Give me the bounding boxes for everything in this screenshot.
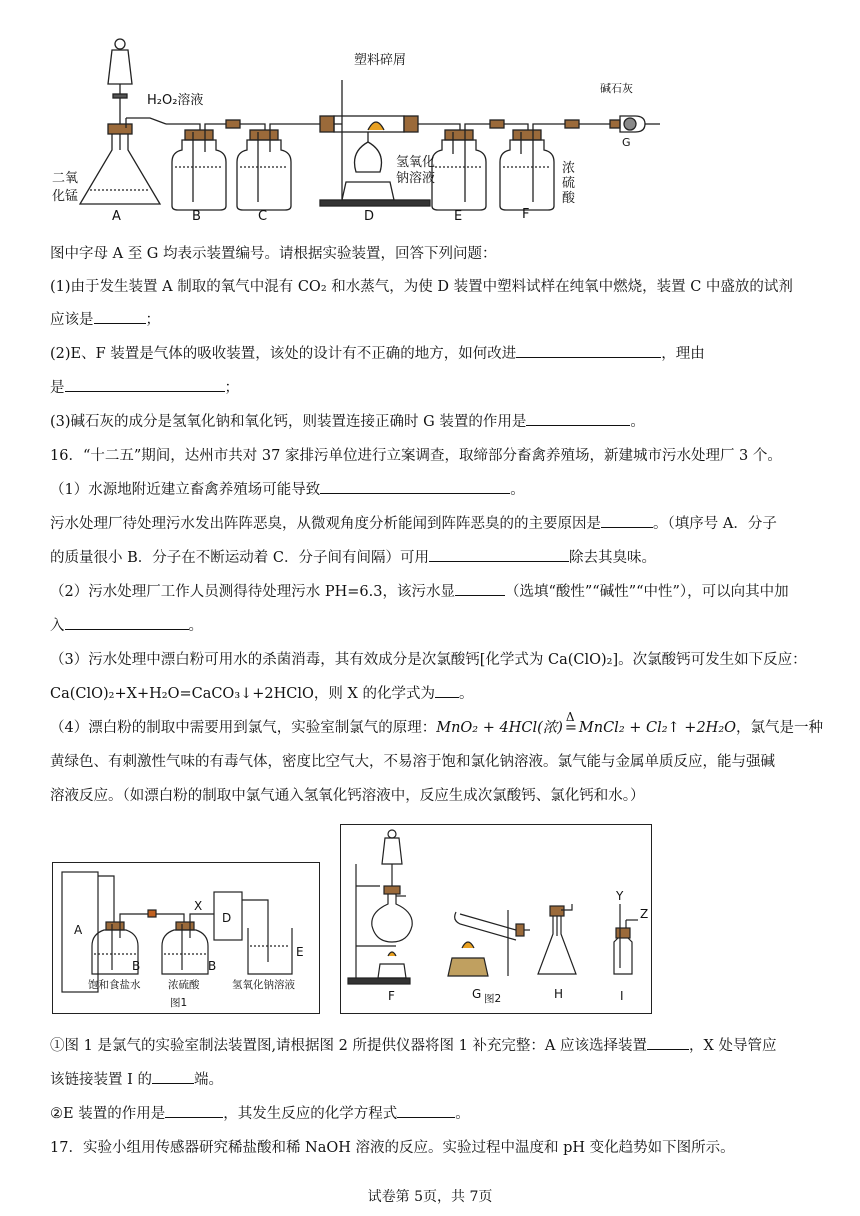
- answer-blank[interactable]: [455, 581, 505, 596]
- text: （4）漂白粉的制取中需要用到氯气，实验室制氯气的原理：: [50, 720, 437, 736]
- text: ，X 处导管应: [689, 1038, 777, 1054]
- label-D: D: [364, 209, 375, 224]
- text: (3)碱石灰的成分是氢氧化钠和氧化钙，则装置连接正确时 G 装置的作用是: [50, 414, 527, 430]
- text: 。: [630, 414, 645, 430]
- text: 应该是: [50, 312, 94, 328]
- fig1-label-B1: B: [132, 959, 141, 973]
- q16-sub1-line2: [50, 1068, 223, 1089]
- equation: [436, 710, 737, 736]
- delta-symbol: Δ: [565, 710, 575, 724]
- q16-sub1-line1: [50, 1034, 776, 1055]
- label-C: C: [258, 209, 268, 224]
- label-mno2-a: 二氧: [52, 171, 79, 186]
- q15-part2-line1: [50, 342, 705, 363]
- figure-1: [52, 862, 320, 1014]
- answer-blank[interactable]: [429, 547, 569, 562]
- fig2-label-I: I: [620, 989, 624, 1003]
- text: ，氯气是一种: [736, 720, 824, 736]
- q16-part2-line1: [50, 580, 789, 601]
- q16-part4-line3: 溶液反应。（如漂白粉的制取中氯气通入氢氧化钙溶液中，反应生成次氯酸钙、氯化钙和水。）: [50, 788, 645, 804]
- fig2-label-F: F: [388, 989, 395, 1003]
- label-plastic: 塑料碎屑: [354, 53, 407, 68]
- fig2-label-G: G: [472, 987, 482, 1001]
- fig1-label-A: A: [74, 923, 83, 937]
- text: ②E 装置的作用是: [50, 1106, 166, 1122]
- fig2-label-Y: Y: [616, 889, 624, 903]
- text: 污水处理厂待处理污水发出阵阵恶臭，从微观角度分析能闻到阵阵恶臭的的主要原因是: [50, 516, 601, 532]
- text: （1）水源地附近建立畜禽养殖场可能导致: [50, 482, 321, 498]
- answer-blank[interactable]: [601, 513, 653, 528]
- equation-right: MnCl₂ + Cl₂↑ +2H₂O: [578, 720, 737, 736]
- answer-blank[interactable]: [647, 1035, 689, 1050]
- q16-sub2: [50, 1102, 470, 1123]
- text: ，其发生反应的化学方程式: [223, 1106, 398, 1122]
- fig1-caption: 图1: [170, 997, 188, 1009]
- answer-blank[interactable]: [65, 615, 189, 630]
- equation-left: MnO₂ + 4HCl(浓): [436, 720, 563, 736]
- answer-blank[interactable]: [65, 377, 225, 392]
- q16-part3-line2: [50, 682, 473, 703]
- text: ①图 1 是氯气的实验室制法装置图,请根据图 2 所提供仪器将图 1 补充完整：A 应该选择装置: [50, 1038, 648, 1054]
- q15-intro: 图中字母 A 至 G 均表示装置编号。请根据实验装置，回答下列问题：: [50, 246, 497, 262]
- label-h2so4-b: 硫: [562, 176, 576, 191]
- text: 。（填序号 A．分子: [653, 516, 777, 532]
- answer-blank[interactable]: [320, 479, 510, 494]
- fig1-naoh-solution: 氢氧化钠溶液: [232, 979, 295, 991]
- answer-blank[interactable]: [526, 411, 630, 426]
- q16-heading: 16．“十二五”期间，达州市共对 37 家排污单位进行立案调查，取缔部分畜禽养殖场，新建城市污水处理厂 3 个。: [50, 448, 782, 464]
- q16-part1-line1: [50, 478, 525, 499]
- q15-part2-line2: [50, 376, 239, 397]
- apparatus-diagram-1: [50, 32, 670, 226]
- fig1-label-E: E: [296, 945, 304, 959]
- q16-part4-line1: [50, 710, 824, 737]
- q15-part1-line1: (1)由于发生装置 A 制取的氧气中混有 CO₂ 和水蒸气，为使 D 装置中塑料试样在纯氧中燃烧，装置 C 中盛放的试剂: [50, 279, 793, 295]
- text: (2)E、F 装置是气体的吸收装置，该处的设计有不正确的地方，如何改进: [50, 346, 517, 362]
- fig2-caption: 图2: [484, 993, 502, 1005]
- q15-part1-line2: [50, 308, 160, 329]
- label-E: E: [454, 209, 463, 224]
- label-mno2-b: 化锰: [52, 189, 79, 204]
- text: 除去其臭味。: [568, 550, 656, 566]
- q16-part1-line2: [50, 512, 777, 533]
- label-h2o2: H₂O₂溶液: [147, 93, 204, 108]
- fig1-label-D: D: [222, 911, 232, 925]
- answer-blank[interactable]: [516, 343, 661, 358]
- text: 端。: [193, 1072, 223, 1088]
- text: 。: [458, 686, 474, 702]
- q15-part3: [50, 410, 645, 431]
- q16-part3-line1: （3）污水处理中漂白粉可用水的杀菌消毒，其有效成分是次氯酸钙[化学式为 Ca(ClO)₂]。次氯酸钙可发生如下反应：: [50, 652, 807, 668]
- answer-blank[interactable]: [165, 1103, 223, 1118]
- text: （选填“酸性”“碱性”“中性”），可以向其中加: [504, 584, 789, 600]
- label-G: G: [622, 136, 631, 149]
- page-footer: 试卷第 5页，共 7页: [367, 1189, 493, 1205]
- text: 是: [50, 380, 65, 396]
- label-B: B: [192, 209, 201, 224]
- text: 。: [510, 482, 525, 498]
- fig2-label-H: H: [554, 987, 564, 1001]
- q16-part2-line2: [50, 614, 203, 635]
- fig1-label-X: X: [194, 899, 203, 913]
- label-naoh-a: 氢氧化: [396, 155, 436, 170]
- fig1-label-B2: B: [208, 959, 217, 973]
- fig2-label-Z: Z: [640, 907, 649, 921]
- q17-text: 17．实验小组用传感器研究稀盐酸和稀 NaOH 溶液的反应。实验过程中温度和 pH 变化趋势如下图所示。: [50, 1140, 735, 1156]
- answer-blank[interactable]: [397, 1103, 455, 1118]
- text: 的质量很小 B．分子在不断运动着 C．分子间有间隔）可用: [50, 550, 429, 566]
- label-A: A: [112, 209, 121, 224]
- answer-blank[interactable]: [94, 309, 146, 324]
- fig1-saturated-brine: 饱和食盐水: [88, 979, 141, 991]
- text: 入: [50, 618, 65, 634]
- q16-part1-line3: [50, 546, 656, 567]
- text: ；: [145, 312, 160, 328]
- label-F: F: [522, 207, 530, 222]
- figure-2: [340, 824, 652, 1014]
- text: 。: [188, 618, 203, 634]
- text: 。: [455, 1106, 470, 1122]
- label-h2so4-c: 酸: [562, 191, 576, 206]
- label-h2so4-a: 浓: [562, 161, 576, 176]
- label-sodalime: 碱石灰: [600, 82, 633, 95]
- equation-arrow: Δ =: [564, 710, 577, 736]
- label-naoh-b: 钠溶液: [396, 171, 436, 186]
- text: Ca(ClO)₂+X+H₂O=CaCO₃↓+2HClO，则 X 的化学式为: [50, 686, 435, 702]
- q16-part4-line2: 黄绿色、有刺激性气味的有毒气体，密度比空气大，不易溶于饱和氯化钠溶液。氯气能与金属单质反应，能与强碱: [50, 754, 775, 770]
- answer-blank[interactable]: [152, 1069, 194, 1084]
- text: （2）污水处理厂工作人员测得待处理污水 PH=6.3，该污水显: [50, 584, 455, 600]
- fig1-conc-sulfuric: 浓硫酸: [168, 979, 200, 991]
- answer-blank[interactable]: [435, 683, 459, 698]
- text: ，理由: [661, 346, 705, 362]
- text: ；: [224, 380, 239, 396]
- text: 该链接装置 I 的: [50, 1072, 152, 1088]
